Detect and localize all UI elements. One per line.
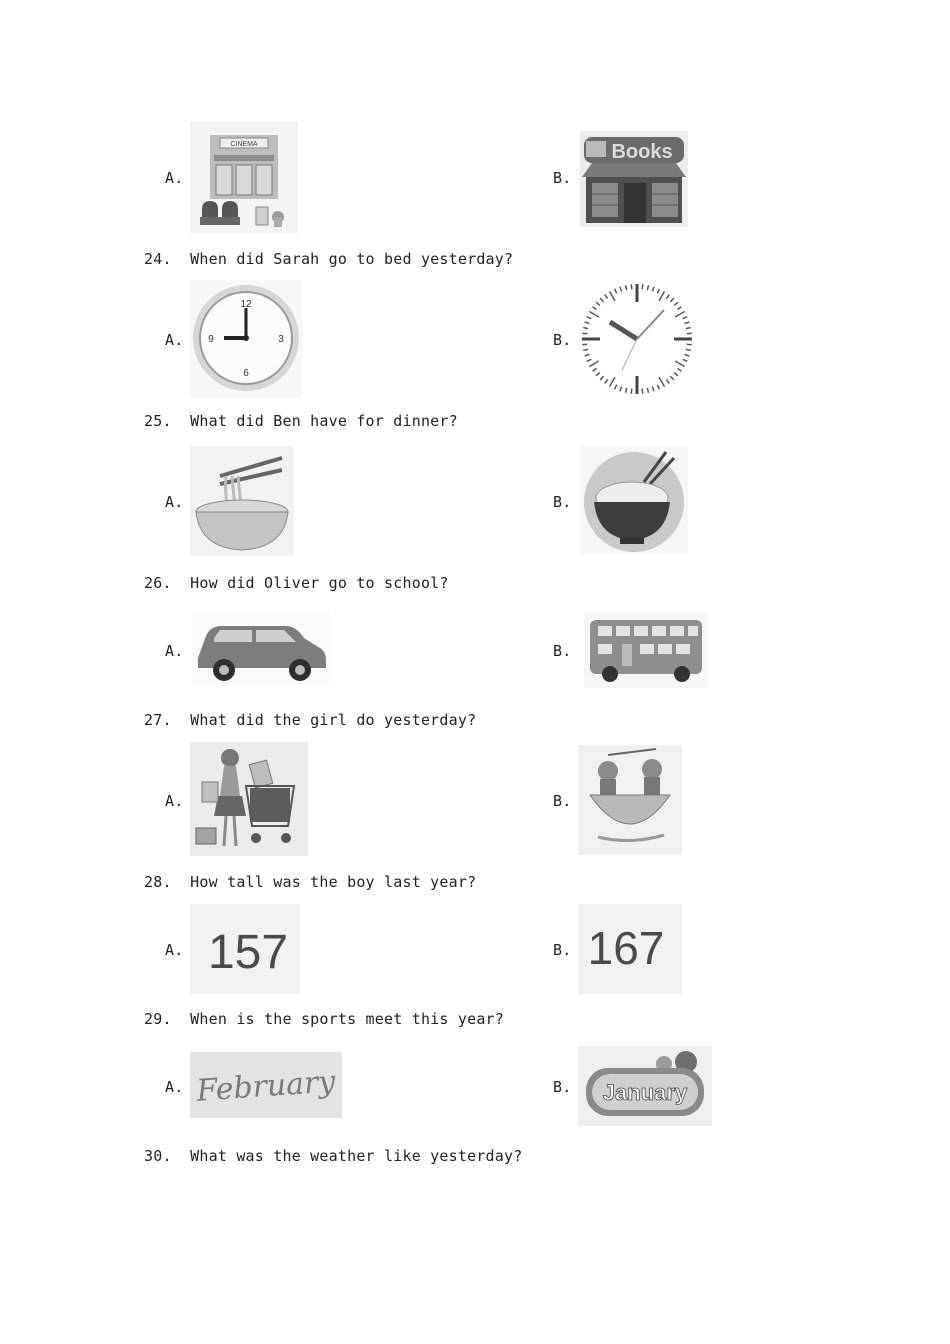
question-text: What did Ben have for dinner? [190, 412, 458, 430]
question-text: What did the girl do yesterday? [190, 711, 477, 729]
question-30 [144, 1147, 522, 1165]
option-label-b: B. [553, 792, 572, 810]
option-label-a: A. [165, 642, 184, 660]
height-167-picture [578, 904, 682, 994]
clock-tick [626, 388, 627, 393]
clock-ten-picture [578, 280, 696, 398]
cinema-sign-text: CINEMA [230, 141, 258, 148]
clock-tick [642, 284, 643, 289]
question-text: When did Sarah go to bed yesterday? [190, 250, 514, 268]
clock-tick [647, 285, 648, 290]
option-label-a: A. [165, 331, 184, 349]
question-number: 29. [144, 1010, 172, 1028]
option-label-b: B. [553, 169, 572, 187]
clock-tick [631, 284, 632, 289]
question-25 [144, 412, 458, 430]
option-label-a: A. [165, 493, 184, 511]
height-157-picture [190, 904, 300, 994]
option-label-b: B. [553, 331, 572, 349]
question-text: When is the sports meet this year? [190, 1010, 505, 1028]
clock-tick [582, 344, 587, 345]
question-24 [144, 250, 513, 268]
noodles-picture [190, 446, 294, 556]
clock-tick [647, 388, 648, 393]
bus-picture [584, 612, 708, 688]
clock-tick [631, 389, 632, 394]
clock-tick [582, 333, 587, 334]
option-label-a: A. [165, 792, 184, 810]
height-b-text: 167 [587, 922, 665, 974]
january-picture [578, 1046, 712, 1126]
question-text: How tall was the boy last year? [190, 873, 477, 891]
rice-bowl-picture [580, 446, 688, 554]
car-picture [192, 614, 330, 686]
height-a-text: 157 [207, 926, 289, 979]
option-label-a: A. [165, 169, 184, 187]
question-number: 26. [144, 574, 172, 592]
clock-tick [642, 389, 643, 394]
question-26 [144, 574, 449, 592]
option-label-a: A. [165, 941, 184, 959]
shopping-girl-picture [190, 742, 308, 856]
month-b-text: January [602, 1080, 688, 1105]
question-text: What was the weather like yesterday? [190, 1147, 523, 1165]
option-label-b: B. [553, 1078, 572, 1096]
question-number: 30. [144, 1147, 172, 1165]
clock-number-9: 9 [208, 334, 214, 345]
question-number: 28. [144, 873, 172, 891]
clock-tick [686, 328, 691, 329]
clock-number-6: 6 [243, 368, 249, 379]
clock-tick [686, 349, 691, 350]
clock-number-3: 3 [278, 334, 284, 345]
question-28 [144, 873, 476, 891]
fishing-kids-picture [578, 745, 682, 855]
question-27 [144, 711, 476, 729]
clock-tick [583, 349, 588, 350]
clock-nine-picture [190, 280, 302, 398]
clock-number-12: 12 [240, 299, 252, 310]
option-label-a: A. [165, 1078, 184, 1096]
option-label-b: B. [553, 941, 572, 959]
question-text: How did Oliver go to school? [190, 574, 449, 592]
question-number: 25. [144, 412, 172, 430]
month-a-text: February [195, 1064, 337, 1109]
books-sign-text: Books [611, 141, 673, 163]
option-label-b: B. [553, 642, 572, 660]
option-label-b: B. [553, 493, 572, 511]
bookshop-picture [580, 131, 688, 227]
question-29 [144, 1010, 504, 1028]
clock-tick [687, 344, 692, 345]
clock-tick [626, 285, 627, 290]
february-picture [190, 1052, 342, 1118]
question-number: 27. [144, 711, 172, 729]
question-number: 24. [144, 250, 172, 268]
clock-tick [583, 328, 588, 329]
clock-tick [687, 333, 692, 334]
cinema-picture [190, 121, 298, 233]
